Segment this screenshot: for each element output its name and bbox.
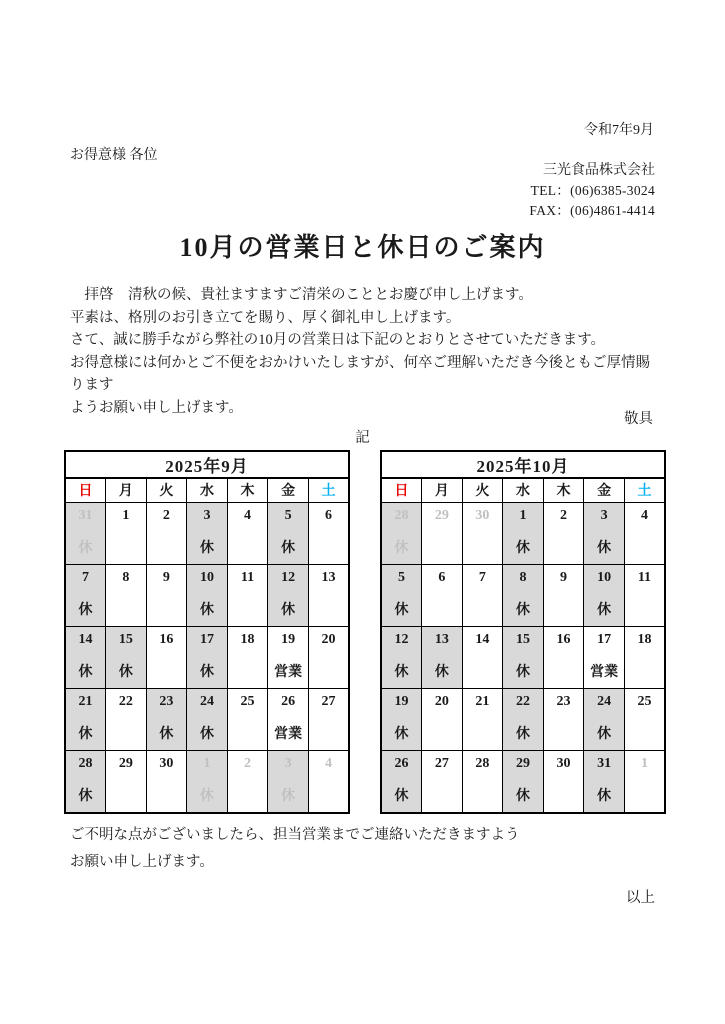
calendar-day-cell [381,564,422,626]
calendar-month-title: 2025年9月 [65,451,349,478]
day-number: 15 [118,631,133,647]
calendar-day-cell [106,502,147,564]
calendar-day-cell [584,750,625,813]
body-line: 平素は、格別のお引き立てを賜り、厚く御礼申し上げます。 [70,309,461,326]
day-number: 1 [203,755,211,771]
weekday-header: 金 [268,478,309,502]
day-number: 14 [475,631,490,647]
calendar-day-cell [462,564,503,626]
day-number: 1 [122,507,130,523]
calendar-day-cell [65,502,106,564]
day-status-label: 休 [78,664,93,680]
calendar-day-cell [308,688,349,750]
body-line: お得意様には何かとご不便をおかけいたしますが、何卒ご理解いただき今後ともご厚情賜ります [70,354,650,393]
day-number: 7 [82,569,90,585]
day-status-label: 休 [394,726,409,742]
calendar-day-cell [422,564,463,626]
calendar-day-cell [543,750,584,813]
day-status-label: 休 [394,788,409,804]
day-number: 17 [597,631,612,647]
calendar-day-cell [462,502,503,564]
body-line: ようお願い申し上げます。 [70,399,243,416]
day-status-label: 営業 [274,726,303,742]
day-status-label: 休 [597,602,612,618]
day-number: 18 [637,631,652,647]
day-number: 25 [240,693,255,709]
calendar-day-cell [584,688,625,750]
day-status-label: 休 [199,788,214,804]
day-number: 14 [78,631,93,647]
footer-line: お願い申し上げます。 [70,854,214,870]
day-number: 17 [199,631,214,647]
day-number: 21 [475,693,490,709]
day-number: 19 [281,631,296,647]
calendar-day-cell [624,564,665,626]
calendar-day-cell [65,626,106,688]
day-number: 10 [597,569,612,585]
day-number: 12 [394,631,409,647]
day-number: 25 [637,693,652,709]
company-fax: FAX：(06)4861-4414 [529,203,655,218]
end-mark-ijou: 以上 [626,890,655,906]
day-number: 1 [519,507,527,523]
day-number: 20 [321,631,336,647]
calendar-day-cell [227,502,268,564]
calendar-day-cell [308,750,349,813]
day-number: 26 [394,755,409,771]
calendar-day-cell [422,626,463,688]
day-status-label: 休 [199,602,214,618]
day-number: 30 [159,755,174,771]
day-number: 21 [78,693,93,709]
footer-paragraph [70,822,662,876]
day-status-label: 休 [118,664,133,680]
calendar-day-cell [65,750,106,813]
calendar-day-cell [268,564,309,626]
body-line: さて、誠に勝手ながら弊社の10月の営業日は下記のとおりとさせていただきます。 [70,332,606,348]
day-status-label: 休 [199,540,214,556]
day-number: 11 [637,569,652,585]
day-number: 2 [560,507,568,523]
day-status-label: 休 [281,540,296,556]
day-number: 28 [78,755,93,771]
calendar-day-cell [106,564,147,626]
calendar-day-cell [268,502,309,564]
calendar-day-cell [187,750,228,813]
calendar-day-cell [381,688,422,750]
calendars-container [64,450,666,814]
calendar-day-cell [187,688,228,750]
day-number: 19 [394,693,409,709]
day-number: 3 [600,507,608,523]
calendar-table-september [64,450,350,814]
recipient-line: お得意様 各位 [70,148,158,163]
day-status-label: 営業 [274,664,303,680]
day-number: 10 [199,569,214,585]
day-number: 2 [244,755,252,771]
calendar-day-cell [268,626,309,688]
weekday-header: 火 [146,478,187,502]
calendar-day-cell [187,626,228,688]
day-status-label: 休 [281,788,296,804]
calendar-day-cell [503,626,544,688]
day-number: 5 [284,507,292,523]
day-number: 29 [515,755,530,771]
record-mark-ki: 記 [355,430,370,446]
calendar-day-cell [584,564,625,626]
day-number: 18 [240,631,255,647]
sender-block [529,161,655,221]
calendar-day-cell [106,626,147,688]
day-number: 31 [597,755,612,771]
calendar-day-cell [308,626,349,688]
day-number: 23 [159,693,174,709]
calendar-day-cell [422,750,463,813]
calendar-day-cell [584,626,625,688]
calendar-day-cell [381,626,422,688]
calendar-day-cell [381,502,422,564]
day-status-label: 休 [394,540,409,556]
day-status-label: 休 [281,602,296,618]
calendar-day-cell [187,502,228,564]
footer-line: ご不明な点がございましたら、担当営業までご連絡いただきますよう [70,827,520,843]
day-status-label: 休 [515,664,530,680]
day-number: 12 [281,569,296,585]
weekday-header: 木 [543,478,584,502]
day-number: 30 [556,755,571,771]
calendar-day-cell [462,626,503,688]
calendar-day-cell [624,626,665,688]
day-number: 4 [640,507,648,523]
day-number: 8 [122,569,130,585]
weekday-header: 月 [106,478,147,502]
day-number: 6 [438,569,446,585]
weekday-header: 日 [65,478,106,502]
calendar-day-cell [146,564,187,626]
calendar-day-cell [65,564,106,626]
calendar-day-cell [65,688,106,750]
day-status-label: 休 [394,602,409,618]
calendar-day-cell [503,688,544,750]
calendar-day-cell [543,626,584,688]
calendar-day-cell [308,502,349,564]
calendar-table-october [380,450,666,814]
calendar-day-cell [146,626,187,688]
day-status-label: 休 [199,726,214,742]
day-status-label: 休 [515,602,530,618]
day-number: 4 [324,755,332,771]
weekday-header: 日 [381,478,422,502]
calendar-day-cell [584,502,625,564]
day-status-label: 休 [597,788,612,804]
calendar-day-cell [106,688,147,750]
day-number: 13 [321,569,336,585]
calendar-day-cell [422,688,463,750]
calendar-month-title: 2025年10月 [381,451,665,478]
calendar-day-cell [462,750,503,813]
closing-keigu: 敬具 [624,411,653,427]
day-number: 11 [240,569,255,585]
calendar-day-cell [624,750,665,813]
day-status-label: 休 [515,726,530,742]
day-number: 5 [398,569,406,585]
day-number: 16 [159,631,174,647]
body-paragraph [70,284,662,419]
day-number: 15 [515,631,530,647]
calendar-day-cell [543,564,584,626]
day-status-label: 休 [199,664,214,680]
day-number: 22 [118,693,133,709]
day-number: 8 [519,569,527,585]
day-status-label: 休 [78,788,93,804]
day-number: 6 [324,507,332,523]
day-status-label: 休 [597,540,612,556]
day-number: 3 [284,755,292,771]
company-tel: TEL：(06)6385-3024 [530,183,655,198]
day-number: 20 [434,693,449,709]
day-status-label: 休 [78,602,93,618]
weekday-header: 土 [624,478,665,502]
day-number: 3 [203,507,211,523]
day-status-label: 休 [78,726,93,742]
calendar-day-cell [227,688,268,750]
calendar-day-cell [503,502,544,564]
weekday-header: 金 [584,478,625,502]
weekday-header: 水 [503,478,544,502]
calendar-day-cell [308,564,349,626]
day-number: 9 [560,569,568,585]
weekday-header: 水 [187,478,228,502]
day-number: 26 [281,693,296,709]
day-number: 27 [321,693,336,709]
calendar-day-cell [268,688,309,750]
day-number: 28 [475,755,490,771]
company-name: 三光食品株式会社 [543,163,655,178]
calendar-day-cell [624,502,665,564]
weekday-header: 木 [227,478,268,502]
day-number: 13 [434,631,449,647]
day-number: 4 [244,507,252,523]
calendar-day-cell [543,502,584,564]
day-number: 24 [597,693,612,709]
day-status-label: 休 [159,726,174,742]
weekday-header: 火 [462,478,503,502]
day-status-label: 休 [515,540,530,556]
weekday-header: 月 [422,478,463,502]
day-status-label: 休 [78,540,93,556]
calendar-day-cell [106,750,147,813]
day-number: 28 [394,507,409,523]
day-number: 1 [640,755,648,771]
calendar-day-cell [422,502,463,564]
calendar-day-cell [462,688,503,750]
day-number: 23 [556,693,571,709]
day-number: 22 [515,693,530,709]
calendar-day-cell [146,688,187,750]
document-title: 10月の営業日と休日のご案内 [179,233,546,262]
day-number: 29 [118,755,133,771]
day-status-label: 休 [394,664,409,680]
day-number: 30 [475,507,490,523]
day-status-label: 休 [515,788,530,804]
calendar-day-cell [624,688,665,750]
weekday-header: 土 [308,478,349,502]
day-number: 16 [556,631,571,647]
calendar-day-cell [227,626,268,688]
calendar-day-cell [543,688,584,750]
body-line: 拝啓 清秋の候、貴社ますますご清栄のこととお慶び申し上げます。 [84,287,533,303]
calendar-day-cell [146,502,187,564]
calendar-day-cell [268,750,309,813]
day-status-label: 休 [597,726,612,742]
calendar-day-cell [227,750,268,813]
day-number: 29 [434,507,449,523]
day-number: 31 [78,507,93,523]
day-number: 2 [162,507,170,523]
day-number: 27 [434,755,449,771]
day-number: 7 [478,569,486,585]
calendar-day-cell [187,564,228,626]
calendar-day-cell [503,750,544,813]
document-date: 令和7年9月 [584,123,654,138]
day-status-label: 営業 [590,664,619,680]
day-status-label: 休 [434,664,449,680]
calendar-day-cell [503,564,544,626]
day-number: 24 [199,693,214,709]
calendar-day-cell [381,750,422,813]
calendar-day-cell [146,750,187,813]
calendar-day-cell [227,564,268,626]
day-number: 9 [162,569,170,585]
